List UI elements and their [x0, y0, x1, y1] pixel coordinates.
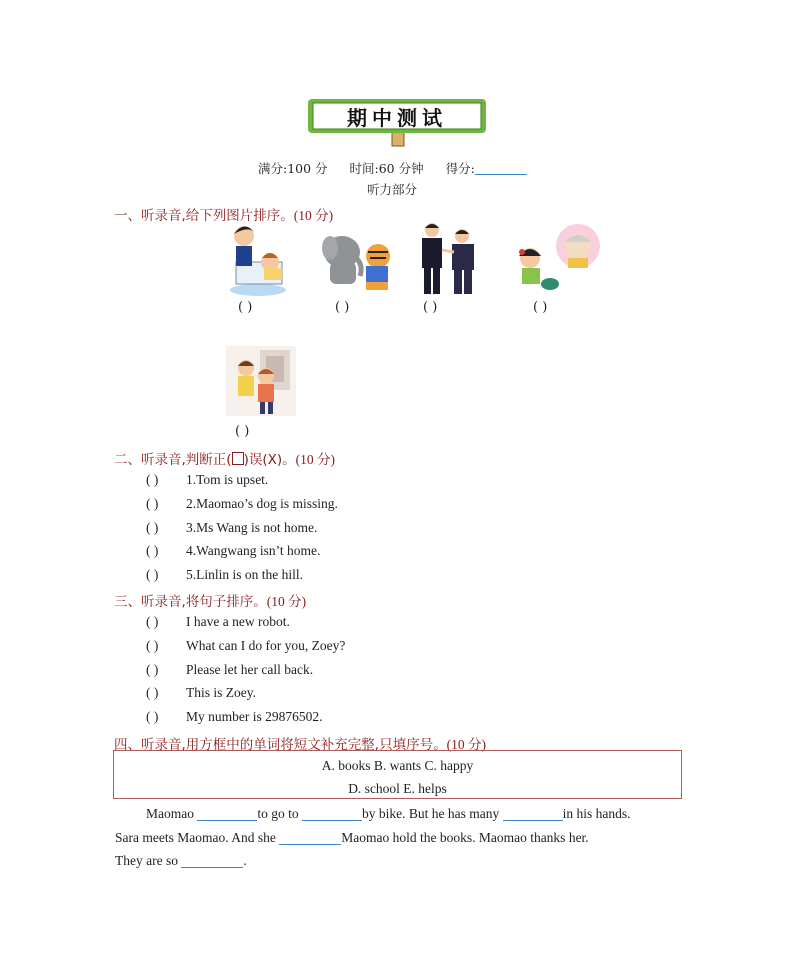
passage-text: by bike. But he has many — [362, 806, 503, 821]
score-blank[interactable] — [475, 162, 527, 175]
answer-paren[interactable]: ( ) — [146, 638, 159, 653]
fill-blank[interactable] — [181, 853, 243, 868]
picture-answer-paren[interactable]: ( ) — [533, 300, 548, 315]
word-bank-line-1: A. books B. wants C. happy — [321, 758, 474, 773]
section4-score: (10 分) — [446, 737, 486, 752]
section3-title-text: 三、听录音,将句子排序。 — [114, 594, 267, 610]
item-text: Please let her call back. — [186, 662, 314, 677]
item-text: 5.Linlin is on the hill. — [186, 567, 303, 582]
passage-text: Sara meets Maomao. And she — [115, 830, 280, 845]
picture-answer-paren[interactable]: ( ) — [235, 424, 250, 439]
section2-title — [114, 448, 335, 468]
answer-paren[interactable]: ( ) — [146, 567, 159, 582]
picture-answer-paren[interactable]: ( ) — [423, 300, 438, 315]
picture-answer-paren[interactable]: ( ) — [335, 300, 350, 315]
fill-blank[interactable] — [279, 830, 341, 845]
section2-title-mid: )误( — [243, 452, 268, 468]
list-item — [146, 638, 345, 654]
list-item — [146, 543, 320, 559]
exam-meta — [258, 159, 527, 177]
two-men-talking-picture — [418, 222, 480, 296]
section4-title-text: 四、听录音,用方框中的单词将短文补充完整,只填序号。 — [114, 737, 447, 753]
cross-icon: X — [267, 452, 277, 468]
passage-text: in his hands. — [562, 806, 631, 821]
item-text: 2.Maomao’s dog is missing. — [186, 496, 338, 511]
passage-text: Maomao hold the books. Maomao thanks her. — [341, 830, 589, 845]
full-score-label: 满分:100 分 — [258, 161, 328, 176]
section3-score: (10 分) — [266, 594, 307, 609]
score-label: 得分: — [445, 161, 475, 176]
elephant-and-tiger-picture — [320, 222, 396, 292]
answer-paren[interactable]: ( ) — [146, 472, 159, 487]
picture-answer-paren[interactable]: ( ) — [238, 300, 253, 315]
fill-blank[interactable] — [302, 806, 362, 821]
section1-score: (10 分) — [293, 208, 334, 223]
answer-paren[interactable]: ( ) — [146, 520, 159, 535]
section2-title-end: )。 — [276, 452, 296, 468]
item-text: 4.Wangwang isn’t home. — [186, 543, 321, 558]
answer-paren[interactable]: ( ) — [146, 685, 159, 700]
item-text: 3.Ms Wang is not home. — [186, 520, 318, 535]
title-banner — [306, 96, 488, 136]
section2-title-text: 二、听录音,判断正( — [114, 452, 232, 468]
tick-box-icon — [232, 452, 244, 465]
answer-paren[interactable]: ( ) — [146, 543, 159, 558]
section2-score: (10 分) — [295, 452, 336, 467]
list-item — [146, 709, 323, 725]
passage-text: Maomao — [146, 806, 198, 821]
answer-paren[interactable]: ( ) — [146, 614, 159, 629]
list-item — [146, 472, 268, 488]
page-title: 期中测试 — [347, 106, 447, 130]
fill-blank[interactable] — [503, 806, 563, 821]
boy-in-bed-picture — [228, 222, 286, 296]
list-item — [146, 496, 338, 512]
section1-title — [114, 204, 333, 224]
list-item — [146, 520, 317, 536]
word-bank-box — [113, 750, 682, 799]
passage-line-1 — [146, 806, 631, 822]
list-item — [146, 567, 303, 583]
girl-phoning-grandma-picture — [514, 222, 602, 296]
passage-line-3 — [115, 853, 247, 869]
answer-paren[interactable]: ( ) — [146, 709, 159, 724]
item-text: I have a new robot. — [186, 614, 290, 629]
time-label: 时间:60 分钟 — [349, 161, 424, 176]
answer-paren[interactable]: ( ) — [146, 662, 159, 677]
list-item — [146, 662, 313, 678]
item-text: This is Zoey. — [186, 685, 256, 700]
passage-text: . — [243, 853, 247, 868]
list-item — [146, 614, 290, 630]
item-text: My number is 29876502. — [186, 709, 323, 724]
passage-line-2 — [115, 830, 589, 846]
item-text: What can I do for you, Zoey? — [186, 638, 346, 653]
item-text: 1.Tom is upset. — [186, 472, 269, 487]
answer-paren[interactable]: ( ) — [146, 496, 159, 511]
section3-title — [114, 590, 306, 610]
section-subtitle: 听力部分 — [367, 182, 418, 197]
fill-blank[interactable] — [197, 806, 257, 821]
passage-text: to go to — [257, 806, 303, 821]
kids-in-room-picture — [226, 346, 296, 416]
list-item — [146, 685, 256, 701]
section1-title-text: 一、听录音,给下列图片排序。 — [114, 208, 294, 224]
word-bank-line-2: D. school E. helps — [348, 781, 447, 796]
passage-text: They are so — [115, 853, 182, 868]
